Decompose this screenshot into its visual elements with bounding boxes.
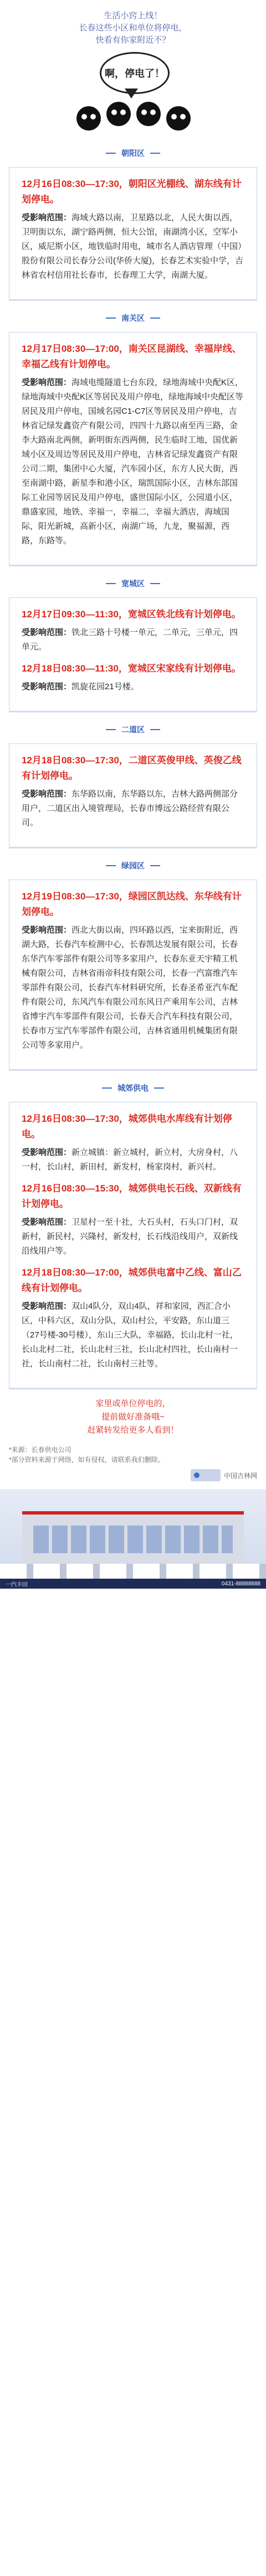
face-icon [166,106,191,131]
outage-area [22,923,244,1053]
speech-bubble-tail [125,89,138,98]
intro [0,0,266,46]
section-title: 南关区 [121,314,145,322]
area-text: 卫星村一至十社，大石头村，石头口门村，双新村，新民村，兴隆村，新发村，长石线沿线用户，双新线沿线用户等。 [22,1217,238,1256]
area-label: 受影响范围： [22,213,72,222]
section-title: 朝阳区 [121,149,145,158]
outage-area [22,1215,244,1258]
divider [106,153,116,154]
divider [102,1087,112,1089]
section-title: 二道区 [121,725,145,734]
outage-title: 12月16日08:30—17:30，朝阳区光棚线、湖东线有计划停电。 [22,179,242,205]
outage-item [22,341,244,548]
closing-note [9,1397,257,1437]
area-label: 受影响范围： [22,925,72,935]
outage-title: 12月17日09:30—11:30，宽城区铁北线有计划停电。 [22,609,241,620]
outage-card [9,597,257,711]
outage-title: 12月19日08:30—17:30，绿园区凯达线、东华线有计划停电。 [22,891,242,917]
area-label: 受影响范围： [22,628,72,637]
source-note [9,1445,257,1465]
intro-line-2: 长春这些小区和单位将停电， [79,23,187,33]
dealership-building-image [22,1511,244,1564]
section-heading-nanguan [0,310,266,326]
outage-item [22,1181,244,1258]
outage-card [9,880,257,1070]
section-title: 宽城区 [121,579,145,588]
outage-title: 12月16日08:30—15:30，城郊供电长石线、双新线有计划停电。 [22,1183,242,1209]
cars-row-image [0,1564,266,1579]
section-heading-chaoyang [0,145,266,162]
divider [150,583,160,584]
divider [150,865,160,866]
divider [106,583,116,584]
outage-item [22,607,244,654]
outage-title: 12月18日08:30—17:00，城郊供电富中乙线、富山乙线有计划停电。 [22,1267,242,1293]
divider [150,153,160,154]
outage-title: 12月16日08:30—17:30，城郊供电水库线有计划停电。 [22,1113,232,1139]
section-heading-kuancheng [0,575,266,592]
ad-footer-strip [0,1579,266,1589]
divider [106,729,116,730]
area-label: 受影响范围： [22,378,72,387]
outage-item [22,661,244,694]
area-text: 凯旋花园21号楼。 [71,682,139,691]
section-title: 绿园区 [121,861,145,870]
area-label: 受影响范围： [22,1148,72,1157]
outage-item [22,889,244,1053]
area-label: 受影响范围： [22,789,72,799]
divider [150,729,160,730]
area-text: 海域电缆隧道七台东段，绿地海域中央配K区，绿地海域中央配K区等居民及用户停电，绿地海域中央配区等居民及用户停电，国域名园C1-C7区等居民及用户停电，吉林省记绿发鑫资产有限公司，四四十九路以南至丙三路，金李大路南北两侧，新明街东西两侧，民生临时工地，国优新域小区及周边等居民及用户停电，吉林省记绿发鑫资产有限公司二期，集团中心大厦，汽车园小区，东方人民大街，西至南湖中路，新星李和港小区，瑞凯国际小区，吉林东部国际工业园等居民及用户停电，盛世国际小区，公园道小区，鼎盛家园，地铁、幸福一，幸福二，幸福大酒店，海域国际，阳光新城，高新小区，南湖广场，九龙，聚福源，西路，东路等。 [22,378,244,545]
outage-area [22,1146,244,1174]
outage-area [22,680,244,694]
divider [106,318,116,319]
section-title: 城郊供电 [117,1084,149,1092]
divider [150,318,160,319]
ad-footer-right: 0431-88888888 [221,1580,260,1587]
outage-item [22,176,244,283]
closing-line-1: 家里或单位停电的， [95,1399,171,1408]
closing-line-3: 赶紧转发给更多人看到！ [87,1425,179,1435]
face-icon [76,106,101,131]
area-text: 铁北三路十号楼一单元，二单元，三单元，四单元。 [22,628,238,652]
outage-title: 12月18日08:30—11:30，宽城区宋家线有计划停电。 [22,663,241,674]
cartoon-illustration [66,52,200,135]
face-icon [136,102,161,126]
area-text: 海域大路以南，卫星路以北，人民大街以西，卫明街以东，湖宁路两侧，恒大公馆，南湖湾小区，空军小区，威尼斯小区，地铁临时用电，城市名人酒店管理（中国）股份有限公司长春分公司(华侨大厦)，长春艺术实验中学，吉林省农村信用社长春市，长春理工大学，南湖大厦。 [22,213,243,280]
outage-card [9,167,257,300]
source-line-1: *来源：长春供电公司 [9,1446,71,1454]
area-text: 西北大街以南，四环路以西，宝来街附近，西湖大路，长春汽车检测中心，长春凯达发展有限公司，长春东华汽车零部件有限公司等多家用户，长春东亚天宇精工机械有限公司，吉林省雨帝科技有限公司，长春一汽富维汽车零部件有限公司，长春汽车材料研究所，长春圣希亚汽车配件有限公司，东风汽车有限公司东风日产乘用车公司，吉林省博宇汽车零部件有限公司，长春天合汽车科技有限公司，长春市万宝汽车零部件有限公司，吉林省通用机械集团有限公司等多家用户。 [22,925,238,1050]
intro-line-3: 快看有你家附近不？ [95,35,171,45]
section-heading-lvyuan [0,857,266,874]
outage-area [22,1299,244,1371]
brand-name: 中国吉林网 [223,1471,257,1480]
outage-area [22,626,244,654]
closing-line-2: 提前做好准备哦~ [101,1412,165,1422]
outage-card [9,1102,257,1388]
outage-item [22,1265,244,1371]
face-icon [106,102,131,126]
divider [106,865,116,866]
outage-title: 12月18日08:30—17:30，二道区英俊甲线、英俊乙线有计划停电。 [22,755,242,781]
outage-area [22,211,244,283]
area-text: 东华路以南，东华路以东，吉林大路两侧部分用户，二道区出入境管理局，长春市博远公路经营有限公司。 [22,789,238,828]
cartoon-faces [66,102,200,135]
outage-card [9,332,257,565]
advertisement-banner[interactable] [0,1489,266,1589]
area-text: 新立城镇：新立城村，新立村，大房身村，八一村，长山村，新田村，新发村，杨家岗村，新兴村。 [22,1148,238,1172]
area-text: 双山4队分，双山4队，祥和家园，西汇合小区，中科六区，双山分队，双山村公，平安路，东山道三（27号楼-30号楼），东山三大队，幸福路，长山北村一社，长山北村二社，长山北村三社，长山北村四社，长山南村一社，长山南村二社，长山南村三社等。 [22,1302,238,1368]
outage-card [9,743,257,847]
intro-line-1: 生活小窍上线！ [104,11,162,20]
source-line-2: *部分资料来源于网络，如有侵权，请联系我们删除。 [9,1456,165,1464]
outage-item [22,753,244,830]
area-label: 受影响范围： [22,1217,72,1227]
brand-logo-icon [191,1469,221,1481]
section-heading-suburban [0,1080,266,1096]
area-label: 受影响范围： [22,682,72,691]
ad-footer-left: 一汽丰田 [6,1581,28,1588]
outage-area [22,376,244,548]
section-heading-erdao [0,721,266,738]
outage-item [22,1111,244,1174]
area-label: 受影响范围： [22,1302,72,1311]
outage-area [22,787,244,830]
speech-bubble: 啊，停电了！ [100,52,170,94]
outage-title: 12月17日08:30—17:00，南关区昆湖线、幸福岸线、幸福乙线有计划停电。 [22,344,242,370]
divider [154,1087,164,1089]
brand-bar [9,1469,257,1481]
